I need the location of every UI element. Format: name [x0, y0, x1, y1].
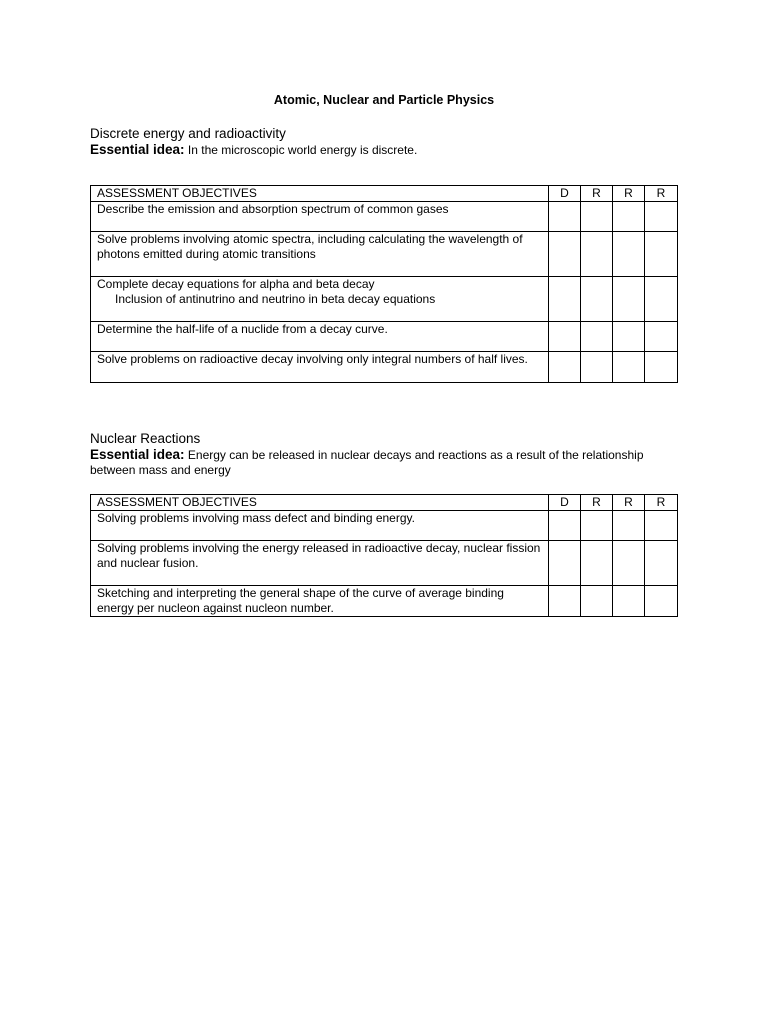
- header-cell-r: R: [581, 495, 613, 511]
- table-row: [91, 322, 678, 352]
- objective-cell: Solving problems involving the energy released in radioactive decay, nuclear fission and nuclear fusion.: [91, 541, 549, 586]
- rating-cell-r[interactable]: [581, 352, 613, 383]
- header-cell-d: D: [549, 495, 581, 511]
- rating-cell-r[interactable]: [613, 352, 645, 383]
- objective-subtext: Inclusion of antinutrino and neutrino in beta decay equations: [115, 292, 436, 306]
- header-cell-r: R: [645, 495, 678, 511]
- essential-idea-label: Essential idea:: [90, 142, 185, 157]
- rating-cell-r[interactable]: [645, 277, 678, 322]
- assessment-objectives-table: [90, 494, 678, 617]
- table-row: [91, 541, 678, 586]
- section-title: Discrete energy and radioactivity: [90, 126, 286, 141]
- objective-cell: Solve problems involving atomic spectra, including calculating the wavelength of photons emitted during atomic transitions: [91, 232, 549, 277]
- header-cell-objectives: ASSESSMENT OBJECTIVES: [91, 495, 549, 511]
- rating-cell-r[interactable]: [645, 322, 678, 352]
- table-row: [91, 277, 678, 322]
- essential-idea-label: Essential idea:: [90, 447, 185, 462]
- page-title: Atomic, Nuclear and Particle Physics: [273, 93, 495, 107]
- section-title: Nuclear Reactions: [90, 431, 201, 446]
- objective-cell: Determine the half-life of a nuclide from a decay curve.: [91, 322, 549, 352]
- rating-cell-r[interactable]: [613, 541, 645, 586]
- rating-cell-d[interactable]: [549, 202, 581, 232]
- essential-idea: [90, 142, 680, 158]
- rating-cell-r[interactable]: [581, 586, 613, 617]
- rating-cell-d[interactable]: [549, 277, 581, 322]
- table-header-row: [91, 186, 678, 202]
- objective-cell: Solve problems on radioactive decay involving only integral numbers of half lives.: [91, 352, 549, 383]
- header-cell-r: R: [581, 186, 613, 202]
- rating-cell-r[interactable]: [613, 511, 645, 541]
- objective-cell: Solving problems involving mass defect and binding energy.: [91, 511, 549, 541]
- section-discrete-energy: [90, 126, 680, 366]
- essential-idea-text: Energy can be released in nuclear decays and reactions as a result of the relationship between mass and energy: [90, 448, 644, 477]
- rating-cell-r[interactable]: [581, 232, 613, 277]
- assessment-objectives-table: [90, 185, 678, 383]
- table-row: [91, 511, 678, 541]
- objective-cell: Sketching and interpreting the general shape of the curve of average binding energy per nucleon against nucleon number.: [91, 586, 549, 617]
- rating-cell-r[interactable]: [645, 352, 678, 383]
- header-cell-d: D: [549, 186, 581, 202]
- header-cell-r: R: [645, 186, 678, 202]
- rating-cell-r[interactable]: [613, 277, 645, 322]
- rating-cell-r[interactable]: [581, 322, 613, 352]
- rating-cell-r[interactable]: [645, 202, 678, 232]
- rating-cell-r[interactable]: [613, 322, 645, 352]
- rating-cell-r[interactable]: [645, 586, 678, 617]
- rating-cell-r[interactable]: [613, 586, 645, 617]
- rating-cell-d[interactable]: [549, 541, 581, 586]
- rating-cell-r[interactable]: [645, 232, 678, 277]
- table-row: [91, 232, 678, 277]
- table-row: [91, 352, 678, 383]
- table-row: [91, 586, 678, 617]
- rating-cell-d[interactable]: [549, 352, 581, 383]
- rating-cell-r[interactable]: [581, 277, 613, 322]
- objective-cell: Describe the emission and absorption spectrum of common gases: [91, 202, 549, 232]
- rating-cell-r[interactable]: [581, 541, 613, 586]
- rating-cell-r[interactable]: [645, 541, 678, 586]
- table-header-row: [91, 495, 678, 511]
- rating-cell-r[interactable]: [645, 511, 678, 541]
- essential-idea: [90, 447, 680, 478]
- rating-cell-d[interactable]: [549, 511, 581, 541]
- table-row: [91, 202, 678, 232]
- rating-cell-r[interactable]: [581, 511, 613, 541]
- objective-text: Complete decay equations for alpha and beta decay: [97, 277, 375, 291]
- header-cell-r: R: [613, 495, 645, 511]
- rating-cell-r[interactable]: [613, 202, 645, 232]
- rating-cell-r[interactable]: [613, 232, 645, 277]
- objective-cell: [91, 277, 549, 322]
- header-cell-r: R: [613, 186, 645, 202]
- rating-cell-d[interactable]: [549, 586, 581, 617]
- header-cell-objectives: ASSESSMENT OBJECTIVES: [91, 186, 549, 202]
- essential-idea-text: In the microscopic world energy is discrete.: [187, 143, 418, 157]
- rating-cell-r[interactable]: [581, 202, 613, 232]
- rating-cell-d[interactable]: [549, 322, 581, 352]
- rating-cell-d[interactable]: [549, 232, 581, 277]
- section-nuclear-reactions: [90, 431, 680, 615]
